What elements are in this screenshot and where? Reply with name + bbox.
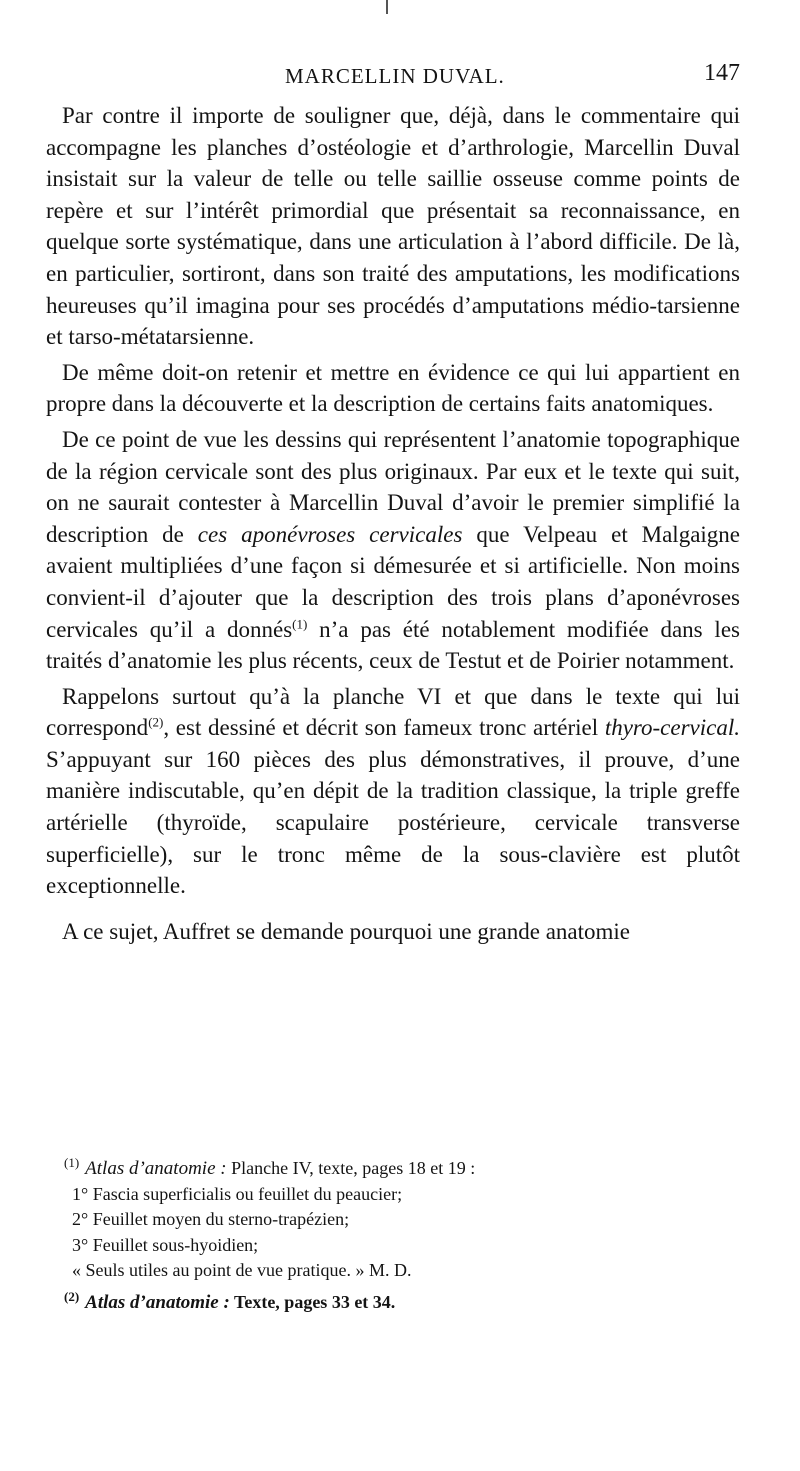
paragraph-3-italic: ces aponévroses cervicales bbox=[197, 521, 463, 547]
paragraph-3-text-c: n’a pas été notablement modifiée dans les traités d’anatomie les plus récents, ceux de Testut et de Poirier notamment. bbox=[46, 616, 740, 674]
page-number: 147 bbox=[704, 60, 740, 86]
page-edge-mark bbox=[386, 0, 388, 14]
footnote-1 bbox=[64, 1150, 624, 1182]
paragraph-3-text-b: que Velpeau et Malgaigne avaient multipliées d’une façon si démesurée et si artificielle. Non moins convient-il d’ajouter que la description des trois plans d’aponévroses cervicales qu’il a donnés bbox=[46, 521, 741, 642]
footnote-2-marker: (2) bbox=[64, 1288, 80, 1304]
footnote-1-marker: (1) bbox=[64, 1155, 80, 1170]
footnote-1-title: Atlas d’anatomie : bbox=[85, 1158, 227, 1179]
footnotes bbox=[64, 1150, 624, 1315]
running-title: MARCELLIN DUVAL. bbox=[285, 64, 505, 88]
paragraph-3 bbox=[46, 424, 740, 677]
paragraph-2: De même doit-on retenir et mettre en évidence ce qui lui appartient en propre dans la découverte et la description de certains faits anatomiques. bbox=[46, 359, 740, 417]
paragraph-4-italic: thyro-cervical. bbox=[604, 715, 740, 741]
footnote-2 bbox=[64, 1284, 624, 1316]
footnote-2-title: Atlas d’anatomie : bbox=[85, 1291, 230, 1313]
paragraph-5: A ce sujet, Auffret se demande pourquoi une grande anatomie bbox=[62, 918, 631, 944]
page-header bbox=[50, 58, 740, 92]
paragraph-1: Par contre il importe de souligner que, déjà, dans le commentaire qui accompagne les planches d’ostéologie et d’arthrologie, Marcellin Duval insistait sur la valeur de telle ou telle saillie osseuse comme points de repère et sur l’intérêt primordial que présentait sa reconnaissance, en quelque sorte systématique, dans une articulation à l’abord difficile. De là, en particulier, sortiront, dans son traité des amputations, les modifications heureuses qu’il imagina pour ses procédés d’amputations médio-tarsienne et tarso-métatarsienne. bbox=[46, 103, 740, 350]
footnote-ref-2: (2) bbox=[148, 714, 164, 730]
paragraph-4-text-c: S’appuyant sur 160 pièces des plus démonstratives, il prouve, d’une manière indiscutable, qu’en dépit de la tradition classique, la triple greffe artérielle (thyroïde, scapulaire postérieure, cervicale transverse superficielle), sur le tronc même de la sous-clavière est plutôt exceptionnelle. bbox=[46, 746, 740, 899]
paragraph-3-text-a: De ce point de vue les dessins qui représentent l’anatomie topographique de la région cervicale sont des plus originaux. Par eux et le texte qui suit, on ne saurait contester à Marcellin Duval d’avoir le premier simplifié la description de bbox=[46, 426, 740, 547]
footnote-1-item-1: 1° Fascia superficialis ou feuillet du peaucier; bbox=[72, 1183, 403, 1204]
footnote-ref-1: (1) bbox=[292, 615, 308, 631]
footnote-1-quote: « Seuls utiles au point de vue pratique. » M. D. bbox=[72, 1260, 412, 1280]
footnote-1-item-2: 2° Feuillet moyen du sterno-trapézien; bbox=[72, 1209, 350, 1229]
footnote-2-text: Texte, pages 33 et 34. bbox=[233, 1291, 396, 1312]
footnote-1-item-3: 3° Feuillet sous-hyoidien; bbox=[72, 1234, 259, 1255]
paragraph-4-text-a: Rappelons surtout qu’à la planche VI et que dans le texte qui lui correspond bbox=[46, 683, 740, 741]
footnote-1-text: Planche IV, texte, pages 18 et 19 : bbox=[231, 1158, 476, 1178]
body-text bbox=[46, 100, 740, 951]
paragraph-4-text-b: , est dessiné et décrit son fameux tronc artériel bbox=[163, 715, 605, 741]
paragraph-4 bbox=[46, 681, 740, 902]
